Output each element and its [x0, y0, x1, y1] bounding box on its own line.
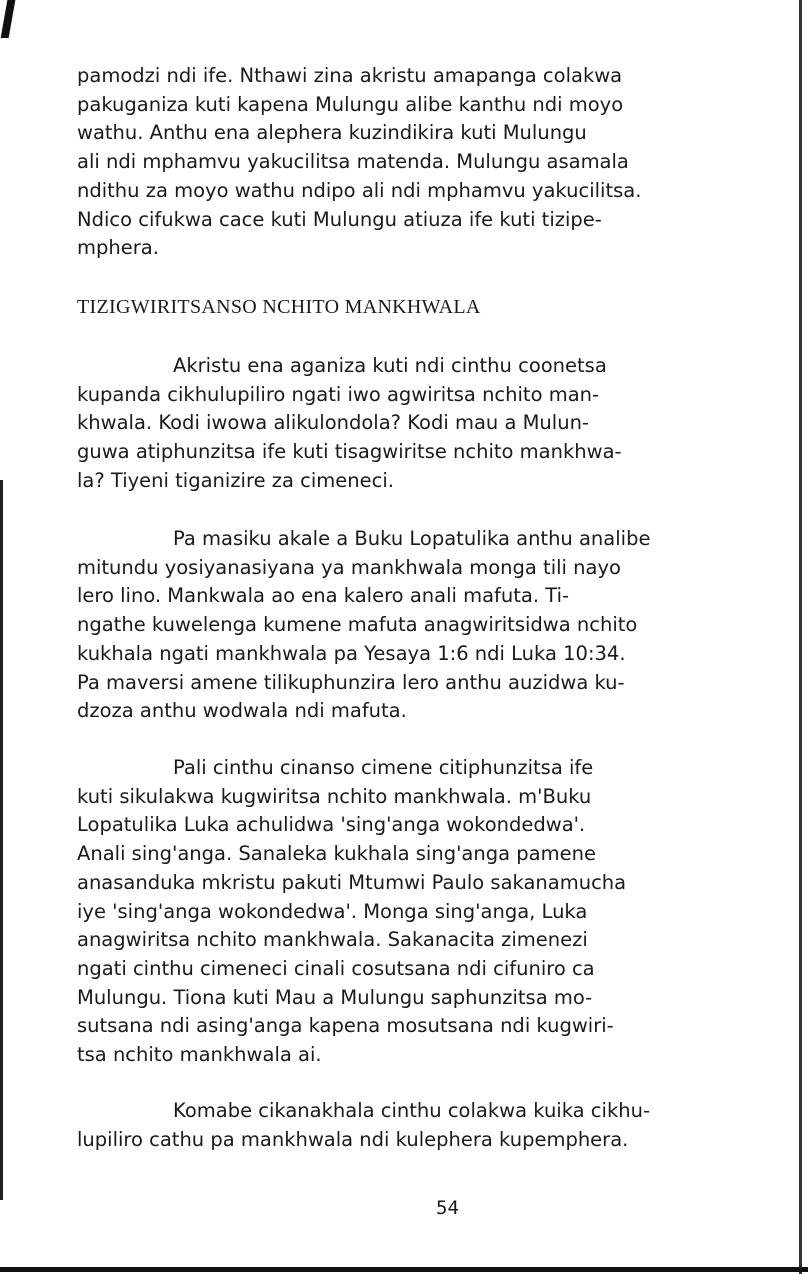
text-line: Pa masiku akale a Buku Lopatulika anthu analibe — [173, 527, 651, 550]
text-line: kuti sikulakwa kugwiritsa nchito mankhwala. m'Buku — [77, 784, 592, 808]
text-line: ndithu za moyo wathu ndipo ali ndi mphamvu yakucilitsa. — [77, 178, 642, 202]
scan-edge-right — [799, 0, 802, 1274]
text-line: anagwiritsa nchito mankhwala. Sakanacita zimenezi — [77, 928, 588, 952]
text-line: wathu. Anthu ena alephera kuzindikira kuti Mulungu — [77, 121, 587, 145]
text-line: ali ndi mphamvu yakucilitsa matenda. Mulungu asamala — [77, 150, 629, 174]
text-line: khwala. Kodi iwowa alikulondola? Kodi mau a Mulun- — [77, 411, 589, 435]
text-line: la? Tiyeni tiganizire za cimeneci. — [77, 468, 394, 492]
text-line: Komabe cikanakhala cinthu colakwa kuika cikhu- — [173, 1099, 650, 1122]
section-heading: TIZIGWIRITSANSO NCHITO MANKHWALA — [77, 296, 481, 318]
text-line: tsa nchito mankhwala ai. — [77, 1043, 322, 1067]
paragraph-5 — [77, 1097, 777, 1154]
text-line: lupiliro cathu pa mankhwala ndi kulephera kupemphera. — [77, 1127, 629, 1151]
text-line: Pa maversi amene tilikuphunzira lero anthu auzidwa ku- — [77, 670, 625, 694]
text-line: ngati cinthu cimeneci cinali cosutsana ndi cifuniro ca — [77, 956, 595, 980]
text-line: pakuganiza kuti kapena Mulungu alibe kanthu ndi moyo — [77, 92, 624, 116]
text-line: Ndico cifukwa cace kuti Mulungu atiuza ife kuti tizipe- — [77, 207, 602, 231]
text-line: mitundu yosiyanasiyana ya mankhwala monga tili nayo — [77, 555, 621, 579]
scan-edge-left — [0, 480, 3, 1200]
text-line: lero lino. Mankwala ao ena kalero anali mafuta. Ti- — [77, 584, 570, 608]
paragraph-2 — [77, 352, 777, 496]
text-line: Pali cinthu cinanso cimene citiphunzitsa ife — [173, 756, 594, 779]
text-line: sutsana ndi asing'anga kapena mosutsana ndi kugwiri- — [77, 1014, 614, 1038]
text-line: Mulungu. Tiona kuti Mau a Mulungu saphunzitsa mo- — [77, 985, 593, 1009]
scan-edge-bottom — [0, 1267, 808, 1272]
text-line: pamodzi ndi ife. Nthawi zina akristu amapanga colakwa — [77, 64, 623, 87]
paragraph-1 — [77, 62, 777, 263]
text-line: Anali sing'anga. Sanaleka kukhala sing'anga pamene — [77, 842, 596, 866]
text-line: anasanduka mkristu pakuti Mtumwi Paulo sakanamucha — [77, 870, 627, 894]
text-line: Lopatulika Luka achulidwa 'sing'anga wokondedwa'. — [77, 813, 586, 837]
scan-artifact-top — [1, 0, 16, 38]
text-line: ngathe kuwelenga kumene mafuta anagwiritsidwa nchito — [77, 613, 638, 637]
text-line: Akristu ena aganiza kuti ndi cinthu coonetsa — [173, 354, 607, 377]
text-line: mphera. — [77, 236, 159, 260]
paragraph-4 — [77, 754, 777, 1070]
text-line: kupanda cikhulupiliro ngati iwo agwiritsa nchito man- — [77, 382, 600, 406]
text-line: kukhala ngati mankhwala pa Yesaya 1:6 ndi Luka 10:34. — [77, 641, 626, 665]
text-line: iye 'sing'anga wokondedwa'. Monga sing'anga, Luka — [77, 899, 588, 923]
page-number: 54 — [436, 1197, 459, 1219]
text-line: dzoza anthu wodwala ndi mafuta. — [77, 699, 407, 723]
text-line: guwa atiphunzitsa ife kuti tisagwiritse nchito mankhwa- — [77, 440, 622, 464]
paragraph-3 — [77, 525, 777, 726]
